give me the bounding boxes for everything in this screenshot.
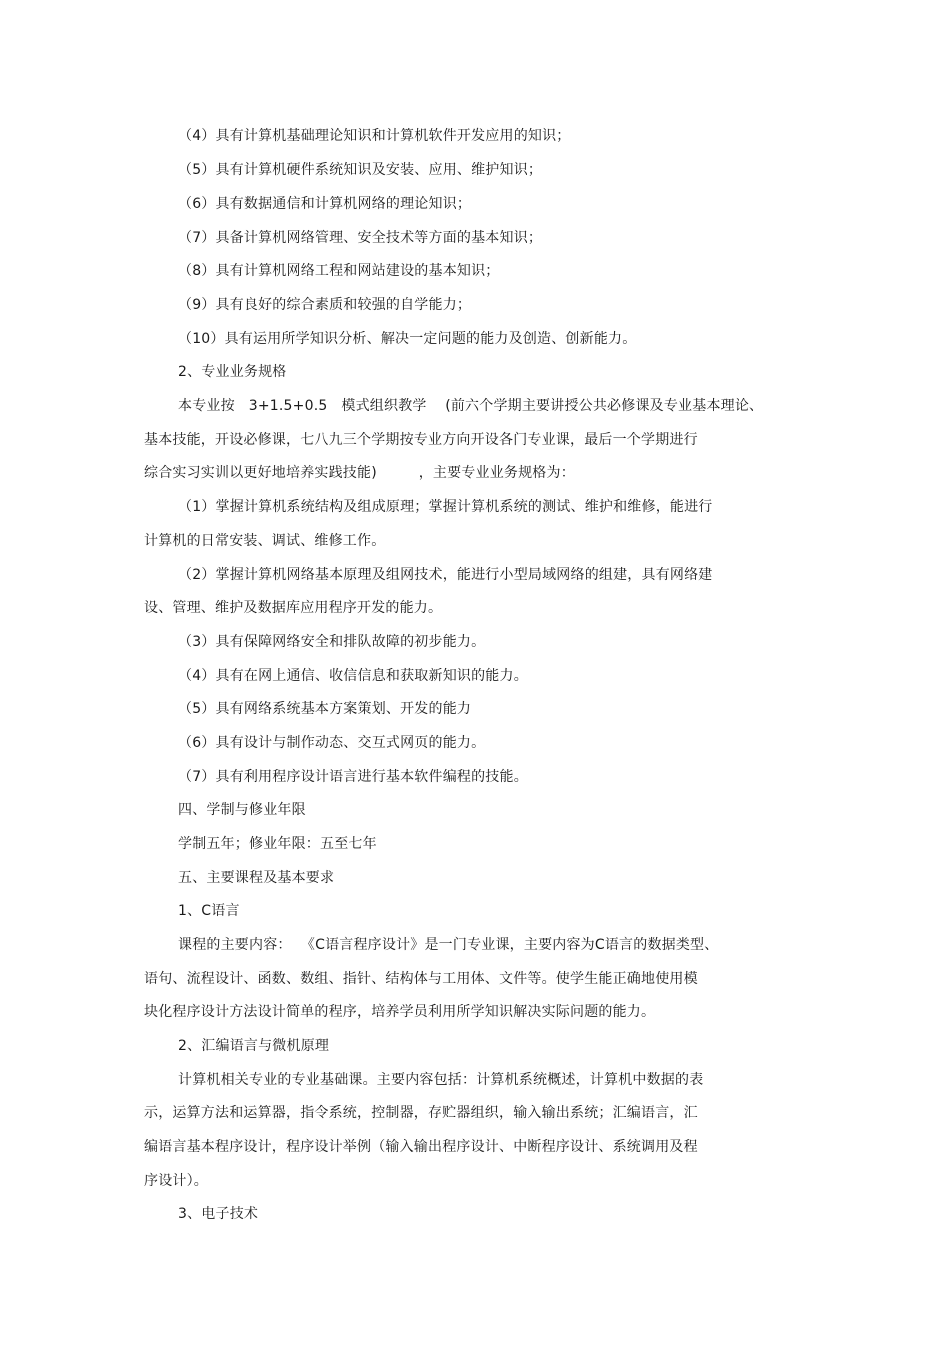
paragraph-line: （6）具有数据通信和计算机网络的理论知识；: [178, 196, 472, 212]
section-heading: 五、主要课程及基本要求: [178, 870, 335, 886]
paragraph-line: 计算机的日常安装、调试、维修工作。: [144, 533, 386, 549]
paragraph-line: （7）具备计算机网络管理、安全技术等方面的基本知识；: [178, 230, 543, 246]
subsection-heading: 2、汇编语言与微机原理: [178, 1038, 330, 1054]
paragraph-line: （4）具有在网上通信、收信信息和获取新知识的能力。: [178, 668, 528, 684]
paragraph-line: 语句、流程设计、函数、数组、指针、结构体与工用体、文件等。使学生能正确地使用模: [144, 971, 698, 987]
paragraph-line: 课程的主要内容： 《C语言程序设计》是一门专业课，主要内容为C语言的数据类型、: [178, 937, 719, 953]
paragraph-line: （8）具有计算机网络工程和网站建设的基本知识；: [178, 263, 500, 279]
paragraph-line: （7）具有利用程序设计语言进行基本软件编程的技能。: [178, 769, 528, 785]
paragraph-line: （10）具有运用所学知识分析、解决一定问题的能力及创造、创新能力。: [178, 331, 637, 347]
paragraph-line: 序设计）。: [144, 1173, 208, 1189]
paragraph-line: （3）具有保障网络安全和排队故障的初步能力。: [178, 634, 486, 650]
section-heading: 2、专业业务规格: [178, 364, 287, 380]
paragraph-line: 综合实习实训以更好地培养实践技能) ，主要专业业务规格为：: [144, 465, 575, 481]
paragraph-line: （2）掌握计算机网络基本原理及组网技术，能进行小型局域网络的组建，具有网络建: [178, 567, 713, 583]
paragraph-line: 计算机相关专业的专业基础课。主要内容包括：计算机系统概述，计算机中数据的表: [178, 1072, 704, 1088]
paragraph-line: （9）具有良好的综合素质和较强的自学能力；: [178, 297, 472, 313]
paragraph-line: （1）掌握计算机系统结构及组成原理；掌握计算机系统的测试、维护和维修，能进行: [178, 499, 713, 515]
paragraph-line: 基本技能，开设必修课，七八九三个学期按专业方向开设各门专业课，最后一个学期进行: [144, 432, 698, 448]
subsection-heading: 1、C语言: [178, 903, 240, 919]
paragraph-line: （5）具有网络系统基本方案策划、开发的能力: [178, 701, 472, 717]
paragraph-line: （4）具有计算机基础理论知识和计算机软件开发应用的知识；: [178, 128, 571, 144]
paragraph-line: （6）具有设计与制作动态、交互式网页的能力。: [178, 735, 486, 751]
section-heading: 四、学制与修业年限: [178, 802, 306, 818]
paragraph-line: 设、管理、维护及数据库应用程序开发的能力。: [144, 600, 443, 616]
paragraph-line: 本专业按 3+1.5+0.5 模式组织教学 (前六个学期主要讲授公共必修课及专业基本理论、: [178, 398, 764, 414]
paragraph-line: 块化程序设计方法设计简单的程序，培养学员利用所学知识解决实际问题的能力。: [144, 1004, 656, 1020]
paragraph-line: （5）具有计算机硬件系统知识及安装、应用、维护知识；: [178, 162, 543, 178]
paragraph-line: 学制五年；修业年限：五至七年: [178, 836, 377, 852]
paragraph-line: 编语言基本程序设计，程序设计举例（输入输出程序设计、中断程序设计、系统调用及程: [144, 1139, 698, 1155]
subsection-heading: 3、电子技术: [178, 1206, 259, 1222]
paragraph-line: 示，运算方法和运算器，指令系统，控制器，存贮器组织，输入输出系统；汇编语言，汇: [144, 1105, 698, 1121]
